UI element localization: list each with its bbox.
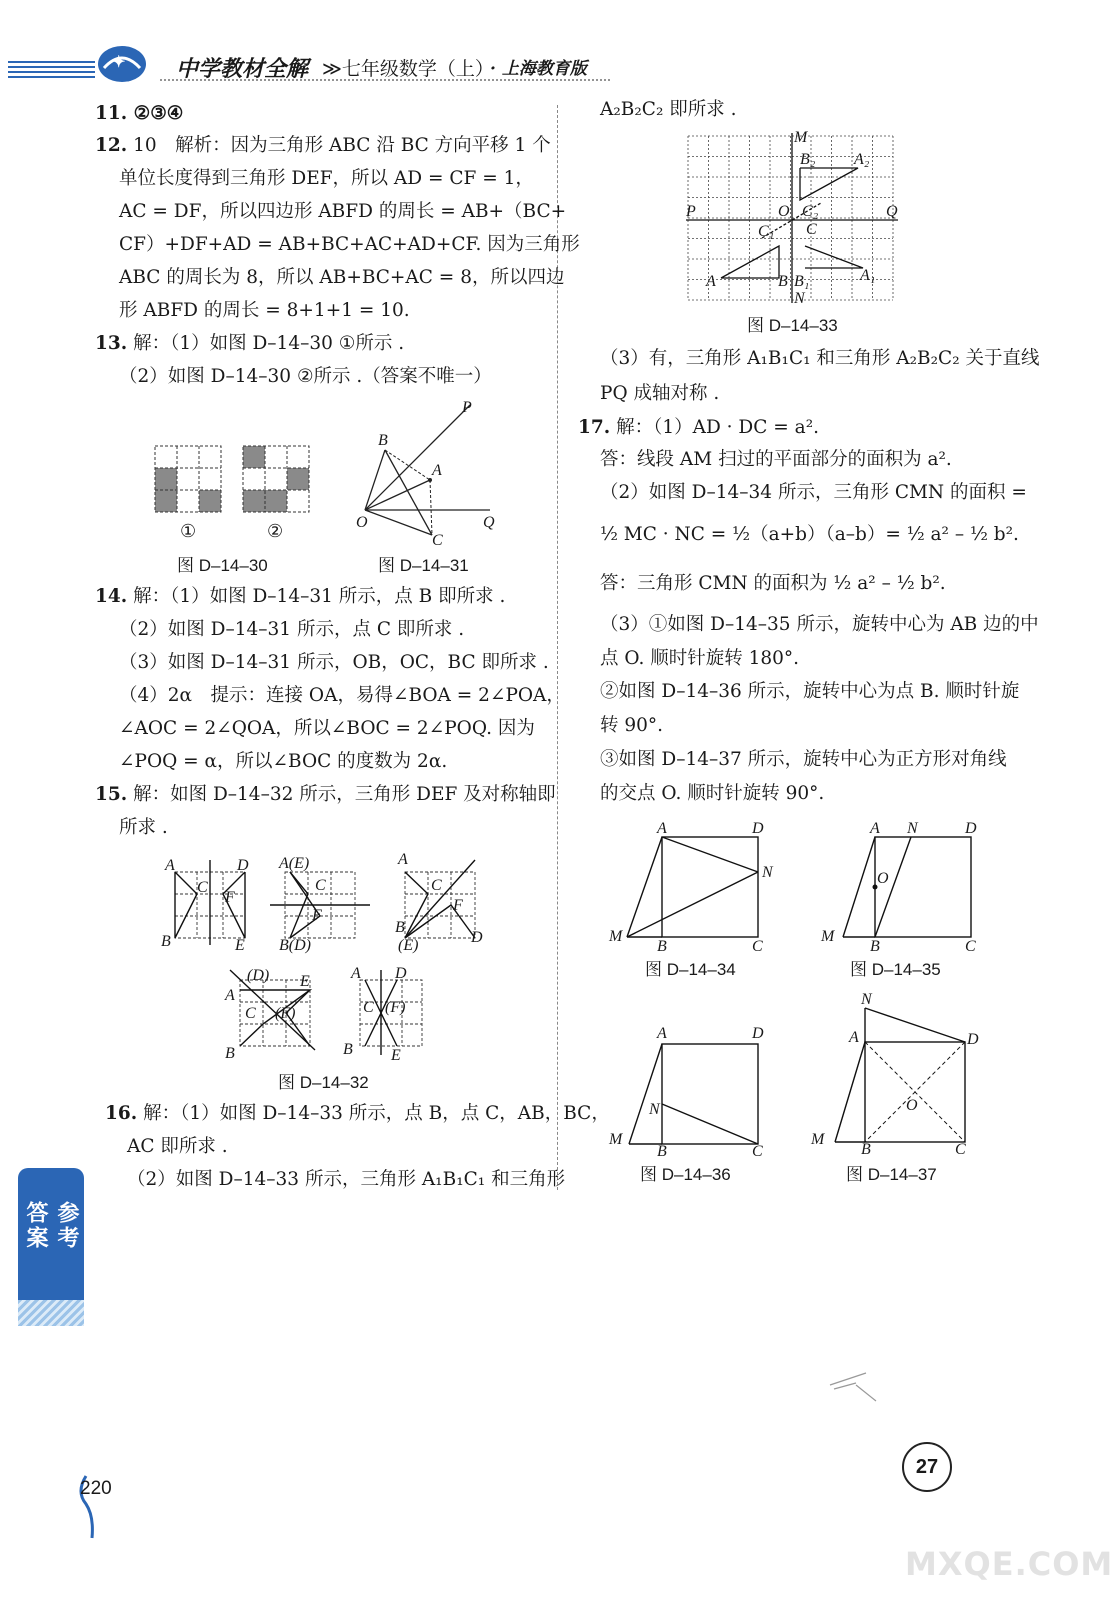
svg-text:O: O <box>906 1097 918 1114</box>
answer-14-line2: （2）如图 D–14–31 所示，点 C 即所求 . <box>119 619 465 640</box>
svg-text:D: D <box>237 857 249 874</box>
answer-17-line10: ③如图 D–14–37 所示，旋转中心为正方形对角线 <box>600 749 1007 770</box>
svg-text:B(D): B(D) <box>279 937 311 954</box>
svg-text:A: A <box>225 987 235 1004</box>
svg-text:M: M <box>609 928 623 945</box>
figure-d-14-34 <box>605 815 785 955</box>
svg-text:D: D <box>471 929 483 946</box>
answer-15-line1: 15. 解：如图 D–14–32 所示，三角形 DEF 及对称轴即 <box>95 784 556 805</box>
svg-text:B: B <box>395 919 405 936</box>
answer-17-line4: ½ MC · NC = ½（a+b）（a–b）= ½ a² – ½ b². <box>600 524 1019 545</box>
answer-17-line3: （2）如图 D–14–34 所示，三角形 CMN 的面积 = <box>600 482 1027 503</box>
page-header <box>0 40 620 86</box>
svg-text:M: M <box>811 1131 825 1148</box>
answer-14-line5: ∠AOC = 2∠QOA，所以∠BOC = 2∠POQ. 因为 <box>119 718 535 739</box>
fig34-caption: 图 D–14–34 <box>645 960 736 979</box>
svg-text:B: B <box>870 938 880 955</box>
fig32-caption: 图 D–14–32 <box>278 1073 369 1092</box>
svg-text:C₂: C₂ <box>802 203 819 220</box>
fig33-caption: 图 D–14–33 <box>747 316 838 335</box>
answer-12-line4: CF）+DF+AD = AB+BC+AC+AD+CF. 因为三角形 <box>119 234 580 255</box>
svg-text:N: N <box>762 864 773 881</box>
svg-text:C: C <box>245 1005 256 1022</box>
svg-text:N: N <box>861 991 872 1008</box>
svg-text:D: D <box>395 965 407 982</box>
fig31-A: A <box>432 462 442 479</box>
svg-text:C: C <box>363 999 374 1016</box>
svg-text:A₁: A₁ <box>860 267 876 284</box>
answer-13-line2: （2）如图 D–14–30 ②所示 .（答案不唯一） <box>119 366 492 387</box>
svg-text:B: B <box>657 938 667 955</box>
tab-stripe-decor <box>18 1300 84 1326</box>
answer-16-continued: A₂B₂C₂ 即所求 . <box>600 99 737 120</box>
svg-text:(F): (F) <box>385 999 406 1016</box>
answer-16-3-line1: （3）有，三角形 A₁B₁C₁ 和三角形 A₂B₂C₂ 关于直线 <box>600 348 1040 369</box>
svg-text:D: D <box>967 1031 979 1048</box>
page-number-left: 220 <box>80 1478 112 1500</box>
svg-text:A: A <box>870 820 880 837</box>
svg-text:C: C <box>955 1141 966 1158</box>
answer-16-line3: （2）如图 D–14–33 所示，三角形 A₁B₁C₁ 和三角形 <box>127 1169 566 1190</box>
svg-text:O: O <box>877 870 889 887</box>
answer-12-line1: 12. 10 解析：因为三角形 ABC 沿 BC 方向平移 1 个 <box>95 135 551 156</box>
svg-text:D: D <box>965 820 977 837</box>
svg-text:F: F <box>225 889 235 906</box>
figure-d-14-36 <box>605 1020 785 1160</box>
fig31-P: P <box>462 399 472 416</box>
svg-text:F: F <box>453 897 463 914</box>
answer-12-line6: 形 ABFD 的周长 = 8+1+1 = 10. <box>119 300 410 321</box>
answer-17-line8: ②如图 D–14–36 所示，旋转中心为点 B. 顺时针旋 <box>600 681 1020 702</box>
edition-label: · 上海教育版 <box>490 59 587 79</box>
svg-text:B: B <box>657 1143 667 1160</box>
answer-14-line3: （3）如图 D–14–31 所示，OB，OC，BC 即所求 . <box>119 652 549 673</box>
svg-text:A₂: A₂ <box>854 151 870 168</box>
answer-16-3-line2: PQ 成轴对称 . <box>600 383 720 404</box>
figure-d-14-31 <box>350 395 510 550</box>
answer-17-line1: 17. 解：（1）AD · DC = a². <box>578 417 819 438</box>
fig31-B: B <box>378 432 388 449</box>
svg-text:B: B <box>343 1041 353 1058</box>
figure-d-14-37 <box>805 990 995 1158</box>
svg-text:N: N <box>649 1101 660 1118</box>
svg-text:M: M <box>794 129 808 146</box>
fig31-caption: 图 D–14–31 <box>378 556 469 575</box>
book-title: 中学教材全解 <box>176 57 309 82</box>
svg-text:O: O <box>778 203 790 220</box>
svg-text:F: F <box>312 907 322 924</box>
svg-text:Q: Q <box>886 203 898 220</box>
fig36-caption: 图 D–14–36 <box>640 1165 731 1184</box>
svg-text:A: A <box>657 820 667 837</box>
fig30-label-2: ② <box>267 521 284 541</box>
svg-text:B: B <box>225 1045 235 1062</box>
answer-14-line6: ∠POQ = α，所以∠BOC 的度数为 2α. <box>119 751 448 772</box>
answer-16-line1: 16. 解：（1）如图 D–14–33 所示，点 B，点 C，AB，BC， <box>105 1103 610 1124</box>
fig31-O: O <box>356 514 368 531</box>
svg-text:D: D <box>752 1025 764 1042</box>
svg-text:C: C <box>806 221 817 238</box>
fig30-caption: 图 D–14–30 <box>177 556 268 575</box>
answer-17-line7: 点 O. 顺时针旋转 180°. <box>600 648 800 669</box>
svg-text:A: A <box>165 857 175 874</box>
svg-text:A: A <box>657 1025 667 1042</box>
answer-12-line3: AC = DF，所以四边形 ABFD 的周长 = AB+（BC+ <box>119 201 567 222</box>
answer-14-line1: 14. 解：（1）如图 D–14–31 所示，点 B 即所求 . <box>95 586 506 607</box>
answer-16-line2: AC 即所求 . <box>127 1136 228 1157</box>
answer-11: 11. ②③④ <box>95 103 184 124</box>
svg-text:C: C <box>431 877 442 894</box>
svg-text:C: C <box>197 879 208 896</box>
answer-17-line2: 答：线段 AM 扫过的平面部分的面积为 a². <box>600 449 952 470</box>
answer-12-line2: 单位长度得到三角形 DEF，所以 AD = CF = 1， <box>119 168 534 189</box>
svg-text:B: B <box>861 1141 871 1158</box>
svg-text:(D): (D) <box>247 967 270 984</box>
svg-text:D: D <box>752 820 764 837</box>
svg-text:E: E <box>391 1047 401 1064</box>
svg-text:C₁: C₁ <box>758 223 775 240</box>
page-number-right: 27 <box>902 1442 952 1492</box>
reference-answer-tab: 参考答案 <box>18 1168 84 1300</box>
svg-text:B: B <box>778 273 788 290</box>
svg-text:M: M <box>609 1131 623 1148</box>
fig37-caption: 图 D–14–37 <box>846 1165 937 1184</box>
figure-d-14-33 <box>686 128 908 306</box>
figure-d-14-32 <box>155 850 495 1065</box>
svg-text:A(E): A(E) <box>279 855 310 872</box>
svg-text:M: M <box>821 928 835 945</box>
svg-text:A: A <box>398 851 408 868</box>
book-logo-icon: ✦ <box>112 52 126 71</box>
figure-d-14-35 <box>815 815 995 955</box>
fig31-C: C <box>432 532 443 549</box>
answer-17-line11: 的交点 O. 顺时针旋转 90°. <box>600 783 825 804</box>
answer-17-line5: 答：三角形 CMN 的面积为 ½ a² – ½ b². <box>600 573 946 594</box>
svg-text:C: C <box>315 877 326 894</box>
pen-stroke-decor <box>826 1365 886 1405</box>
figure-d-14-30 <box>150 440 340 550</box>
svg-text:C: C <box>752 1143 763 1160</box>
answer-15-line2: 所求 . <box>119 817 168 838</box>
fig35-caption: 图 D–14–35 <box>850 960 941 979</box>
answer-17-line6: （3）①如图 D–14–35 所示，旋转中心为 AB 边的中 <box>600 614 1039 635</box>
answer-14-line4: （4）2α 提示：连接 OA，易得∠BOA = 2∠POA， <box>119 685 565 706</box>
svg-text:N: N <box>907 820 918 837</box>
svg-text:E: E <box>235 937 245 954</box>
answer-12-line5: ABC 的周长为 8，所以 AB+BC+AC = 8，所以四边 <box>119 267 565 288</box>
svg-text:C: C <box>752 938 763 955</box>
svg-text:P: P <box>686 203 696 220</box>
svg-text:N: N <box>794 290 805 307</box>
svg-text:A: A <box>706 273 716 290</box>
fig30-label-1: ① <box>180 521 197 541</box>
svg-text:B₂: B₂ <box>800 151 816 168</box>
svg-text:A: A <box>849 1029 859 1046</box>
svg-text:(E): (E) <box>398 937 419 954</box>
svg-text:A: A <box>351 965 361 982</box>
svg-text:B: B <box>161 933 171 950</box>
answer-13-line1: 13. 解：（1）如图 D–14–30 ①所示 . <box>95 333 405 354</box>
svg-text:E: E <box>300 973 310 990</box>
svg-text:(F): (F) <box>275 1005 296 1022</box>
svg-text:B₁: B₁ <box>794 273 810 290</box>
watermark: MXQE.COM <box>905 1545 1113 1583</box>
answer-17-line9: 转 90°. <box>600 715 664 736</box>
subject-label: ≫七年级数学（上） <box>322 58 494 80</box>
fig31-Q: Q <box>483 514 495 531</box>
svg-text:C: C <box>965 938 976 955</box>
